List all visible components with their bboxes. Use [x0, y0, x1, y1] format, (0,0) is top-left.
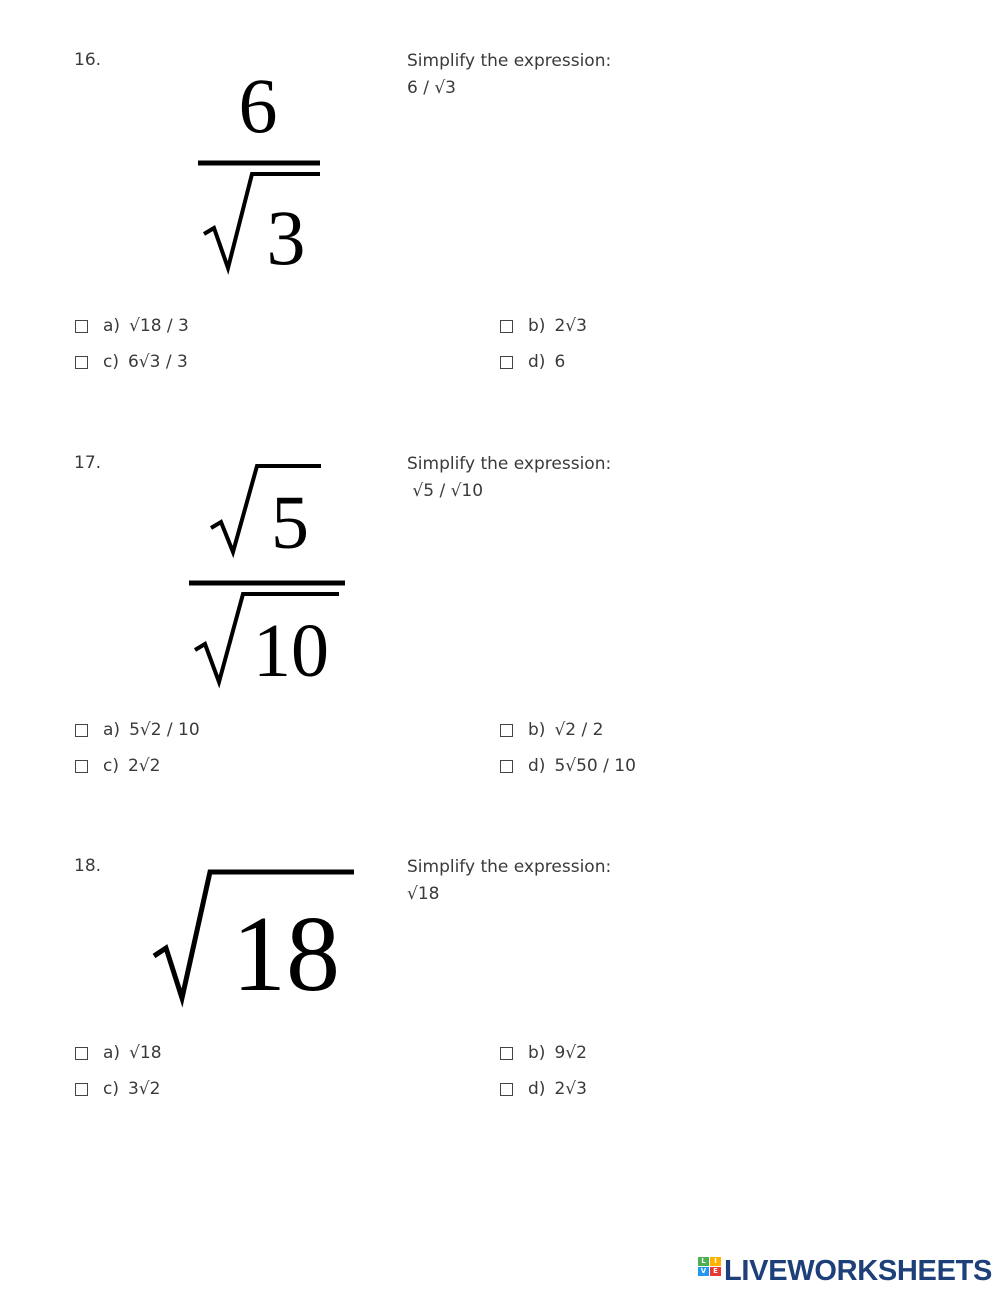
checkbox[interactable] — [75, 760, 88, 773]
option-d[interactable]: d) 5√50 / 10 — [500, 756, 636, 776]
numerator: 5 — [271, 481, 309, 565]
checkbox[interactable] — [75, 1047, 88, 1060]
question-prompt: Simplify the expression: 6 / √3 — [407, 51, 612, 98]
question-prompt: Simplify the expression: √18 — [407, 857, 612, 904]
option-c[interactable]: c) 3√2 — [75, 1079, 160, 1099]
denominator: 3 — [266, 194, 306, 277]
liveworksheets-logo — [698, 1255, 992, 1288]
checkbox[interactable] — [75, 356, 88, 369]
numerator: 6 — [238, 62, 278, 149]
checkbox[interactable] — [500, 1047, 513, 1060]
denominator: 10 — [253, 609, 329, 690]
question-number: 16. — [74, 50, 102, 70]
fraction-image — [185, 460, 350, 690]
radicand: 18 — [232, 895, 340, 1011]
option-b[interactable]: b) √2 / 2 — [500, 720, 603, 740]
option-a[interactable]: a) 5√2 / 10 — [75, 720, 200, 740]
option-d[interactable]: d) 2√3 — [500, 1079, 587, 1099]
brand-name: LIVEWORKSHEETS — [724, 1255, 993, 1287]
radical-image — [148, 866, 363, 1011]
checkbox[interactable] — [500, 320, 513, 333]
option-c[interactable]: c) 2√2 — [75, 756, 160, 776]
question-number: 17. — [74, 453, 102, 473]
option-a[interactable]: a) √18 ∕ 3 — [75, 316, 189, 336]
checkbox[interactable] — [500, 1083, 513, 1096]
option-d[interactable]: d) 6 — [500, 352, 565, 372]
checkbox[interactable] — [500, 724, 513, 737]
question-number: 18. — [74, 856, 102, 876]
checkbox[interactable] — [500, 356, 513, 369]
option-c[interactable]: c) 6√3 ∕ 3 — [75, 352, 188, 372]
checkbox[interactable] — [75, 1083, 88, 1096]
brand-logo-letter-i: I — [710, 1257, 721, 1266]
checkbox[interactable] — [75, 724, 88, 737]
checkbox[interactable] — [75, 320, 88, 333]
fraction-image — [190, 62, 330, 277]
brand-logo-letter-e: E — [710, 1267, 721, 1276]
brand-logo-letter-v: V — [698, 1267, 709, 1276]
option-a[interactable]: a) √18 — [75, 1043, 162, 1063]
option-b[interactable]: b) 2√3 — [500, 316, 587, 336]
brand-logo-icon — [698, 1257, 721, 1286]
question-prompt: Simplify the expression: √5 / √10 — [407, 454, 612, 501]
option-b[interactable]: b) 9√2 — [500, 1043, 587, 1063]
checkbox[interactable] — [500, 760, 513, 773]
brand-logo-letter-l: L — [698, 1257, 709, 1266]
